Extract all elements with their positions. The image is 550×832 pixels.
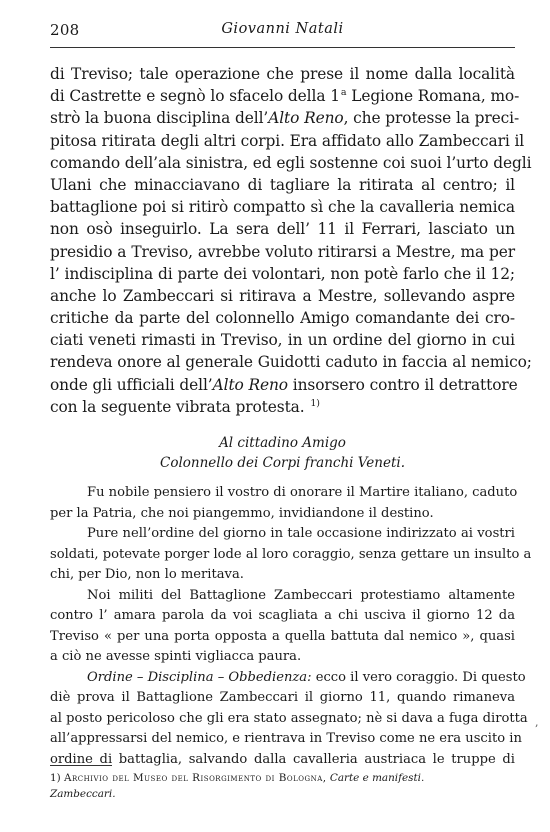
letter-line: all’appressarsi del nemico, e rientrava in Treviso come ne era uscito in [50, 731, 522, 746]
letter-line: a ciò ne avesse spinti vigliacca paura. [50, 649, 302, 664]
body-line: di Treviso; tale operazione che prese il nome dalla località [50, 65, 515, 83]
letter-line-text: ecco il vero coraggio. Di questo [311, 669, 526, 685]
footnote-line [50, 770, 515, 786]
body-line: l’ indisciplina di parte dei volontari, non potè farlo che il 12; [50, 264, 515, 283]
body-line-text: onde gli ufficiali dell’ [50, 375, 213, 394]
main-paragraph [50, 63, 532, 418]
body-line-text: insorsero contro il detrattore [287, 375, 518, 394]
letter-line: Noi militi del Battaglione Zambeccari protestiamo altamente [87, 587, 515, 603]
footnote-collection: Carte e manifesti. [329, 772, 425, 784]
ordinal-superscript: a [340, 87, 347, 99]
margin-mark: , [535, 716, 539, 729]
footnote-fund: Zambeccari. [50, 788, 116, 800]
running-title: Giovanni Natali [221, 21, 344, 37]
letter-line: contro l’ amara parola da voi scagliata a chi usciva il giorno 12 da [50, 608, 515, 623]
body-line: presidio a Treviso, avrebbe voluto ritirarsi a Mestre, ma per [50, 242, 515, 261]
body-line [50, 374, 518, 396]
letter-line: chi, per Dio, non lo meritava. [50, 567, 244, 582]
running-head [50, 21, 515, 48]
body-line-text: , che protesse la preci- [343, 109, 520, 128]
body-line-text: con la seguente vibrata protesta. [50, 397, 305, 416]
letter-line: Pure nell’ordine del giorno in tale occasione indirizzato ai vostri [87, 526, 515, 541]
letter-line: ordine di battaglia, salvando dalla cavalleria austriaca le truppe di [50, 751, 515, 767]
letter-addressee: Al cittadino Amigo [219, 435, 346, 451]
letter-line [50, 668, 526, 689]
letter-line: per la Patria, che noi piangemmo, invidiandone il destino. [50, 505, 434, 521]
letter-line: diè prova il Battaglione Zambeccari il giorno 11, quando rimaneva [50, 690, 515, 705]
motto-italic: Ordine – Disciplina – Obbedienza: [87, 669, 312, 685]
body-line: pitosa ritirata degli altri corpi. Era affidato allo Zambeccari il [50, 131, 525, 150]
letter-text [50, 483, 532, 770]
footnote-marker: 1) [50, 772, 61, 784]
body-line: anche lo Zambeccari si ritirava a Mestre, sollevando aspre [50, 286, 515, 305]
letter-heading [50, 434, 515, 473]
body-line: ciati veneti rimasti in Treviso, in un ordine del giorno in cui [50, 331, 515, 350]
page-number: 208 [50, 21, 80, 39]
body-line: critiche da parte del colonnello Amigo comandante dei cro- [50, 309, 515, 328]
body-line [50, 107, 520, 129]
body-line: rendeva onore al generale Guidotti caduto in faccia al nemico; [50, 353, 532, 372]
footnote-reference: 1) [310, 397, 320, 409]
body-line: battaglione poi si ritirò compatto sì che la cavalleria nemica [50, 198, 515, 217]
footnote-rule [50, 765, 112, 766]
footnote-line [50, 786, 515, 802]
body-line: non osò inseguirlo. La sera dell’ 11 il Ferrari, lasciato un [50, 220, 515, 239]
alto-reno-italic: Alto Reno [212, 375, 288, 394]
body-line-text: strò la buona disciplina dell’ [50, 109, 269, 128]
footnote [50, 770, 515, 802]
body-line [50, 396, 515, 418]
body-line-text: di Castrette e segnò lo sfacelo della 1 [50, 87, 340, 106]
body-line-text: Legione Romana, mo- [346, 87, 520, 106]
body-line [50, 85, 520, 107]
letter-line: soldati, potevate porger lode al loro coraggio, senza gettare un insulto a [50, 546, 532, 562]
letter-line: al posto pericoloso che gli era stato assegnato; nè si dava a fuga dirotta [50, 710, 528, 726]
footnote-source: Archivio del Museo del Risorgimento di Bologna, [63, 772, 327, 784]
body-line: Ulani che minacciavano di tagliare la ritirata al centro; il [50, 175, 515, 194]
body-line: comando dell’ala sinistra, ed egli sostenne coi suoi l’urto degli [50, 153, 532, 172]
alto-reno-italic: Alto Reno [268, 109, 344, 128]
letter-addressee-title: Colonnello dei Corpi franchi Veneti. [159, 454, 405, 471]
letter-line: Fu nobile pensiero il vostro di onorare il Martire italiano, caduto [87, 485, 518, 500]
letter-line: Treviso « per una porta opposta a quella battuta dal nemico », quasi [50, 628, 515, 644]
